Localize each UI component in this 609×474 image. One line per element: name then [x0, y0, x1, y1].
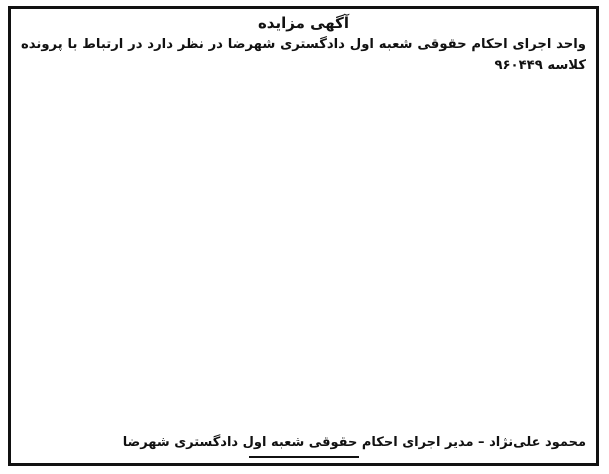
auction-notice	[8, 6, 599, 466]
bottom-divider	[249, 456, 359, 458]
notice-body: واحد اجرای احکام حقوقی شعبه اول دادگستری شهرضا در نظر دارد در ارتباط با پرونده کلاسه ۹۶۰۴۴۹	[21, 37, 586, 73]
notice-signature: محمود علی‌نژاد – مدیر اجرای احکام حقوقی شعبه اول دادگستری شهرضا	[122, 435, 586, 450]
notice-title: آگهی مزایده	[257, 14, 350, 32]
